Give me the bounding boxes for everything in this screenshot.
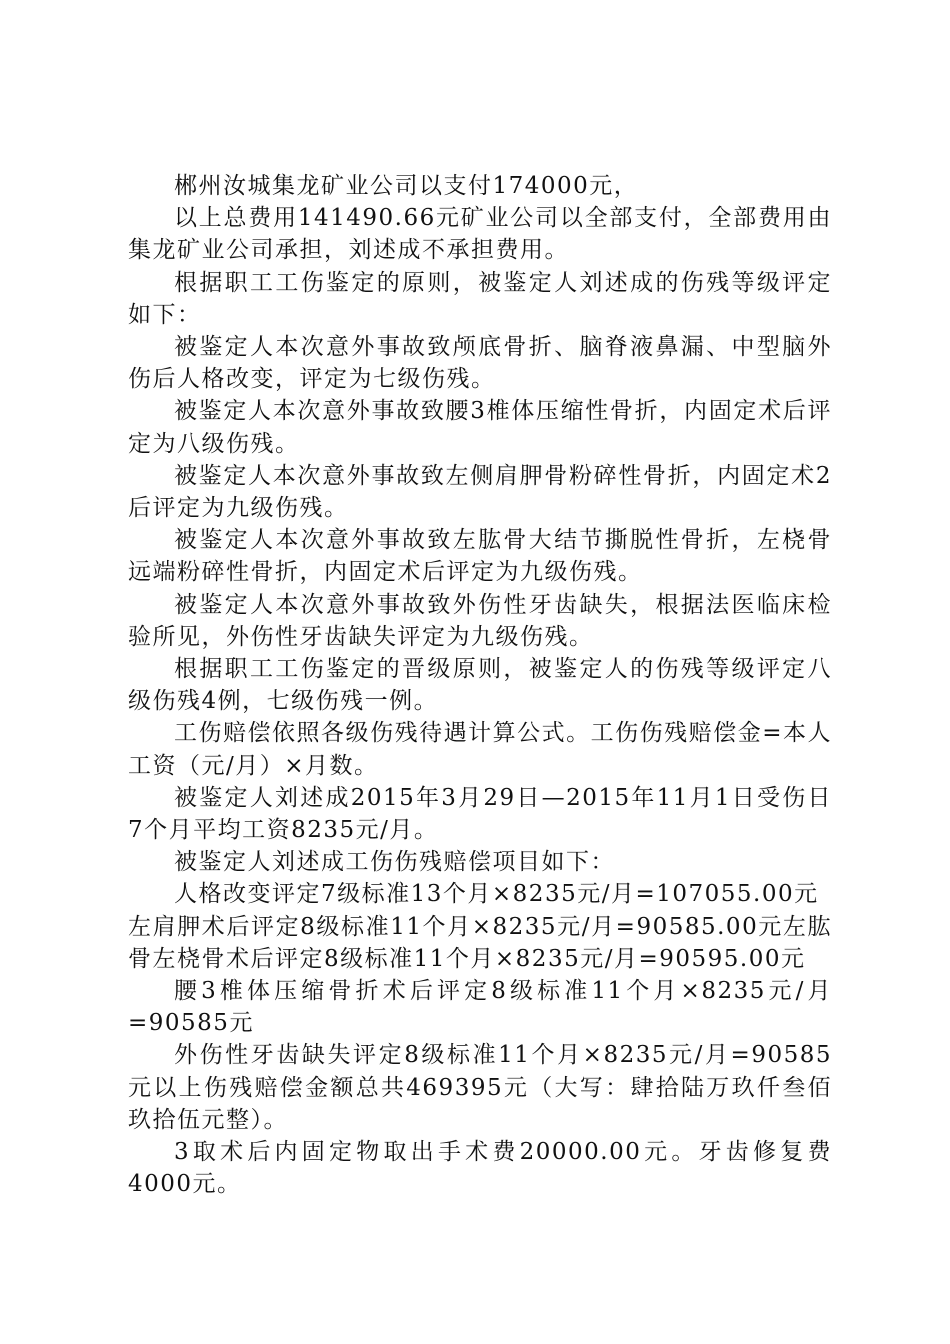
document-body — [128, 170, 832, 1201]
paragraph-tooth-loss: 被鉴定人本次意外事故致外伤性牙齿缺失，根据法医临床检验所见，外伤性牙齿缺失评定为九级伤残。 — [128, 591, 832, 650]
paragraph-payment: 郴州汝城集龙矿业公司以支付174000元， — [174, 173, 639, 199]
paragraph-compensation-items: 人格改变评定7级标准13个月×8235元/月=107055.00元 左肩胛术后评定8级标准11个月×8235元/月=90585.00元左肱骨左桡骨术后评定8级标准11个月×8235元/月=90595.00元 — [128, 881, 832, 972]
paragraph-skull-fracture: 被鉴定人本次意外事故致颅底骨折、脑脊液鼻漏、中型脑外伤后人格改变，评定为七级伤残。 — [128, 334, 832, 393]
paragraph-lumbar-fracture: 被鉴定人本次意外事故致腰3椎体压缩性骨折，内固定术后评定为八级伤残。 — [128, 398, 832, 457]
paragraph-compensation-formula: 工伤赔偿依照各级伤残待遇计算公式。工伤伤残赔偿金=本人工资（元/月）×月数。 — [128, 720, 832, 779]
paragraph-scapula-fracture: 被鉴定人本次意外事故致左侧肩胛骨粉碎性骨折，内固定术2后评定为九级伤残。 — [128, 462, 832, 522]
paragraph-upgrade-principle: 根据职工工伤鉴定的晋级原则，被鉴定人的伤残等级评定八级伤残4例，七级伤残一例。 — [128, 656, 832, 715]
paragraph-total-cost: 以上总费用141490.66元矿业公司以全部支付，全部费用由集龙矿业公司承担，刘述成不承担费用。 — [128, 205, 832, 264]
paragraph-humerus-fracture: 被鉴定人本次意外事故致左肱骨大结节撕脱性骨折，左桡骨远端粉碎性骨折，内固定术后评定为九级伤残。 — [128, 527, 832, 586]
paragraph-surgery-fees: 3取术后内固定物取出手术费20000.00元。牙齿修复费4000元。 — [128, 1139, 832, 1198]
paragraph-tooth-compensation-total: 外伤性牙齿缺失评定8级标准11个月×8235元/月=90585元以上伤残赔偿金额总共469395元（大写：肆拾陆万玖仟叁佰玖拾伍元整）。 — [128, 1042, 832, 1133]
paragraph-assessment-principle: 根据职工工伤鉴定的原则，被鉴定人刘述成的伤残等级评定如下： — [128, 269, 832, 328]
paragraph-compensation-items-heading: 被鉴定人刘述成工伤伤残赔偿项目如下： — [174, 849, 615, 876]
paragraph-lumbar-compensation: 腰3椎体压缩骨折术后评定8级标准11个月×8235元/月=90585元 — [128, 978, 832, 1037]
paragraph-average-wage: 被鉴定人刘述成2015年3月29日—2015年11月1日受伤日7个月平均工资8235元/月。 — [128, 784, 832, 844]
